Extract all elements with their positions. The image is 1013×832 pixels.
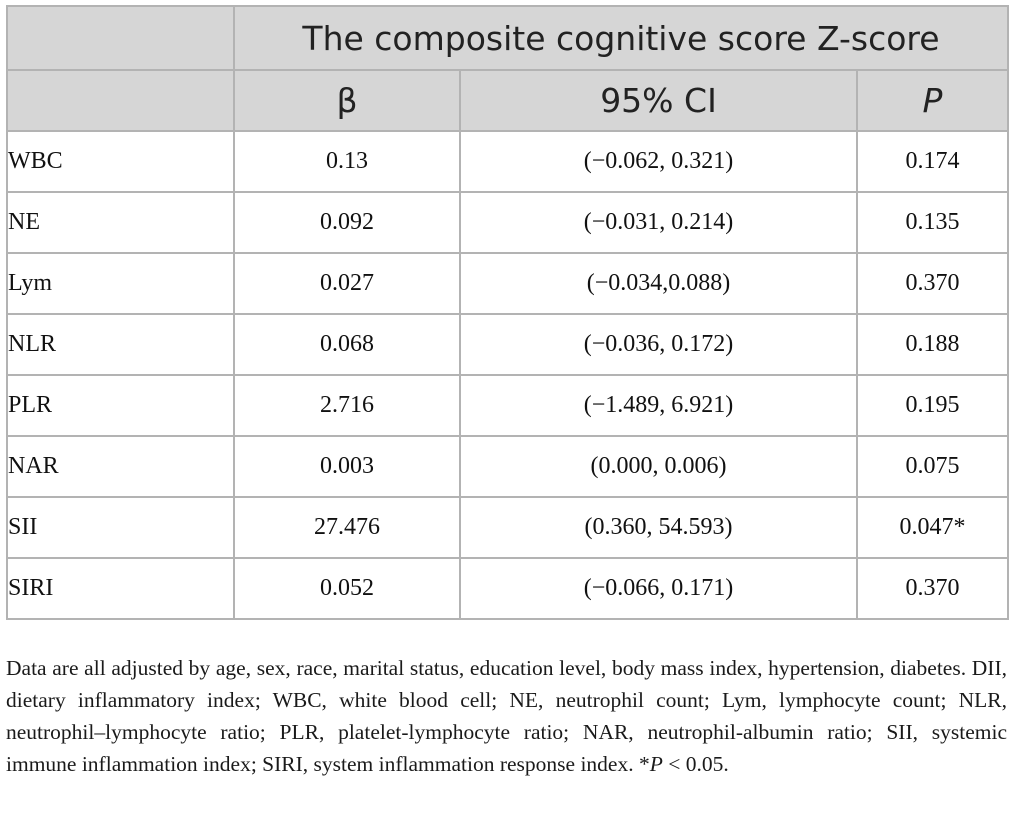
p-value: 0.174 bbox=[857, 131, 1008, 192]
beta-value: 0.027 bbox=[234, 253, 460, 314]
beta-value: 0.052 bbox=[234, 558, 460, 619]
row-label: SII bbox=[7, 497, 234, 558]
ci-value: (−0.034,0.088) bbox=[460, 253, 857, 314]
ci-value: (−1.489, 6.921) bbox=[460, 375, 857, 436]
table-row bbox=[7, 375, 1008, 436]
p-value: 0.370 bbox=[857, 253, 1008, 314]
ci-value: (−0.062, 0.321) bbox=[460, 131, 857, 192]
table-row bbox=[7, 558, 1008, 619]
row-label: NAR bbox=[7, 436, 234, 497]
table-row bbox=[7, 192, 1008, 253]
significance-star: * bbox=[638, 752, 650, 776]
ci-value: (−0.066, 0.171) bbox=[460, 558, 857, 619]
footnote-text: Data are all adjusted by age, sex, race, marital status, education level, body mass index, hypertension, diabetes. DII, dietary inflammatory index; WBC, white blood cell; NE, neutrophil count; Lym, lymphocyte count; NLR, neutrophil–lymphocyte ratio; PLR, platelet-lymphocyte ratio; NAR, neutrophil-albumin ratio; SII, systemic immune inflammation index; SIRI, system inflammation response index. bbox=[6, 656, 1007, 776]
row-label: Lym bbox=[7, 253, 234, 314]
ci-value: (0.360, 54.593) bbox=[460, 497, 857, 558]
ci-value: (−0.031, 0.214) bbox=[460, 192, 857, 253]
row-label: PLR bbox=[7, 375, 234, 436]
p-value: 0.135 bbox=[857, 192, 1008, 253]
p-value: 0.370 bbox=[857, 558, 1008, 619]
row-label: NE bbox=[7, 192, 234, 253]
beta-value: 0.068 bbox=[234, 314, 460, 375]
results-table-container bbox=[6, 5, 1007, 620]
p-value: 0.188 bbox=[857, 314, 1008, 375]
results-table bbox=[6, 5, 1009, 620]
ci-column-header: 95% CI bbox=[460, 70, 857, 131]
significance-threshold: < 0.05. bbox=[662, 752, 729, 776]
table-row bbox=[7, 497, 1008, 558]
ci-value: (0.000, 0.006) bbox=[460, 436, 857, 497]
p-value: 0.075 bbox=[857, 436, 1008, 497]
table-row bbox=[7, 436, 1008, 497]
significance-note bbox=[639, 752, 729, 776]
table-row bbox=[7, 253, 1008, 314]
beta-column-header: β bbox=[234, 70, 460, 131]
beta-value: 0.13 bbox=[234, 131, 460, 192]
ci-value: (−0.036, 0.172) bbox=[460, 314, 857, 375]
row-label: NLR bbox=[7, 314, 234, 375]
row-label: WBC bbox=[7, 131, 234, 192]
beta-value: 2.716 bbox=[234, 375, 460, 436]
group-header: The composite cognitive score Z-score bbox=[234, 6, 1008, 70]
p-value: 0.195 bbox=[857, 375, 1008, 436]
beta-value: 0.003 bbox=[234, 436, 460, 497]
beta-value: 27.476 bbox=[234, 497, 460, 558]
p-column-header: P bbox=[857, 70, 1008, 131]
significance-p-symbol: P bbox=[649, 752, 663, 776]
p-value: 0.047* bbox=[857, 497, 1008, 558]
beta-value: 0.092 bbox=[234, 192, 460, 253]
table-row bbox=[7, 314, 1008, 375]
row-label: SIRI bbox=[7, 558, 234, 619]
row-label-header-cell bbox=[7, 70, 234, 131]
corner-header-cell bbox=[7, 6, 234, 70]
table-row bbox=[7, 131, 1008, 192]
table-footnote bbox=[6, 652, 1007, 780]
